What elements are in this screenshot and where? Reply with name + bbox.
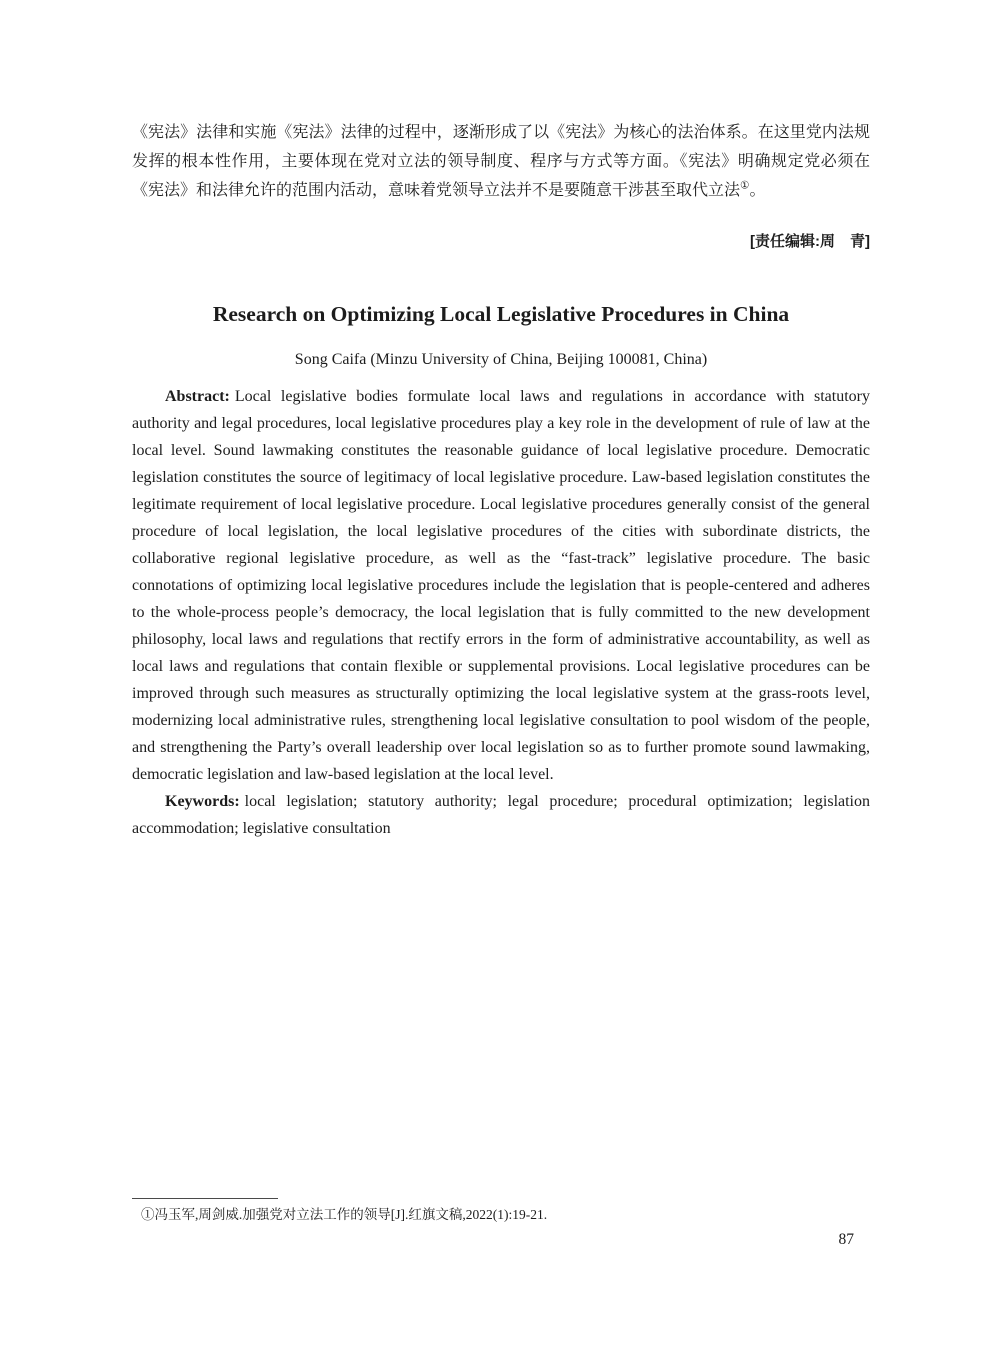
intro-paragraph xyxy=(132,118,870,205)
footnote-text: 冯玉军,周剑威.加强党对立法工作的领导[J].红旗文稿,2022(1):19-21. xyxy=(154,1207,548,1222)
intro-text: 《宪法》法律和实施《宪法》法律的过程中，逐渐形成了以《宪法》为核心的法治体系。在这里党内法规发挥的根本性作用，主要体现在党对立法的领导制度、程序与方式等方面。《宪法》明确规定党必须在《宪法》和法律允许的范围内活动，意味着党领导立法并不是要随意干涉甚至取代立法 xyxy=(132,124,870,199)
article-title: Research on Optimizing Local Legislative Procedures in China xyxy=(212,302,790,326)
keywords-text: local legislation; statutory authority; legal procedure; procedural optimization; legislation accommodation; legislative consultation xyxy=(132,793,870,837)
footnote-ref: ① xyxy=(141,1207,155,1222)
editor-credit: [责任编辑:周 青] xyxy=(750,233,870,250)
abstract-label: Abstract: xyxy=(165,388,230,405)
footnote-divider xyxy=(132,1198,278,1199)
keywords-paragraph xyxy=(132,788,870,842)
author-affiliation-line: Song Caifa (Minzu University of China, Beijing 100081, China) xyxy=(294,351,708,368)
page-number: 87 xyxy=(838,1231,854,1248)
footnote-ref-marker: ① xyxy=(740,180,750,192)
footnote xyxy=(132,1205,870,1225)
abstract-paragraph xyxy=(132,383,870,788)
intro-closing-punctuation: 。 xyxy=(749,182,766,199)
keywords-label: Keywords: xyxy=(165,793,240,810)
abstract-text: Local legislative bodies formulate local laws and regulations in accordance with statutory authority and legal procedures, local legislative procedures play a key role in the development of rule of law at the local level. Sound lawmaking constitutes the reasonable guidance of local legislative procedure. Democratic legislation constitutes the source of legitimacy of local legislative procedure. Law-based legislation constitutes the legitimate requirement of local legislative procedure. Local legislative procedures generally consist of the general procedure of local legislation, the local legislative procedures of the cities with subordinate districts, the collaborative regional legislative procedure, as well as the “fast-track” legislative procedure. The basic connotations of optimizing local legislative procedures include the legislation that is people-centered and adheres to the whole-process people’s democracy, the local legislation that is fully committed to the new development philosophy, local laws and regulations that rectify errors in the form of administrative accountability, as well as local laws and regulations that contain flexible or supplemental provisions. Local legislative procedures can be improved through such measures as structurally optimizing the local legislative system at the grass-roots level, modernizing local administrative rules, strengthening local legislative consultation to pool wisdom of the people, and strengthening the Party’s overall leadership over local legislation so as to further promote sound lawmaking, democratic legislation and law-based legislation at the local level. xyxy=(132,388,870,783)
